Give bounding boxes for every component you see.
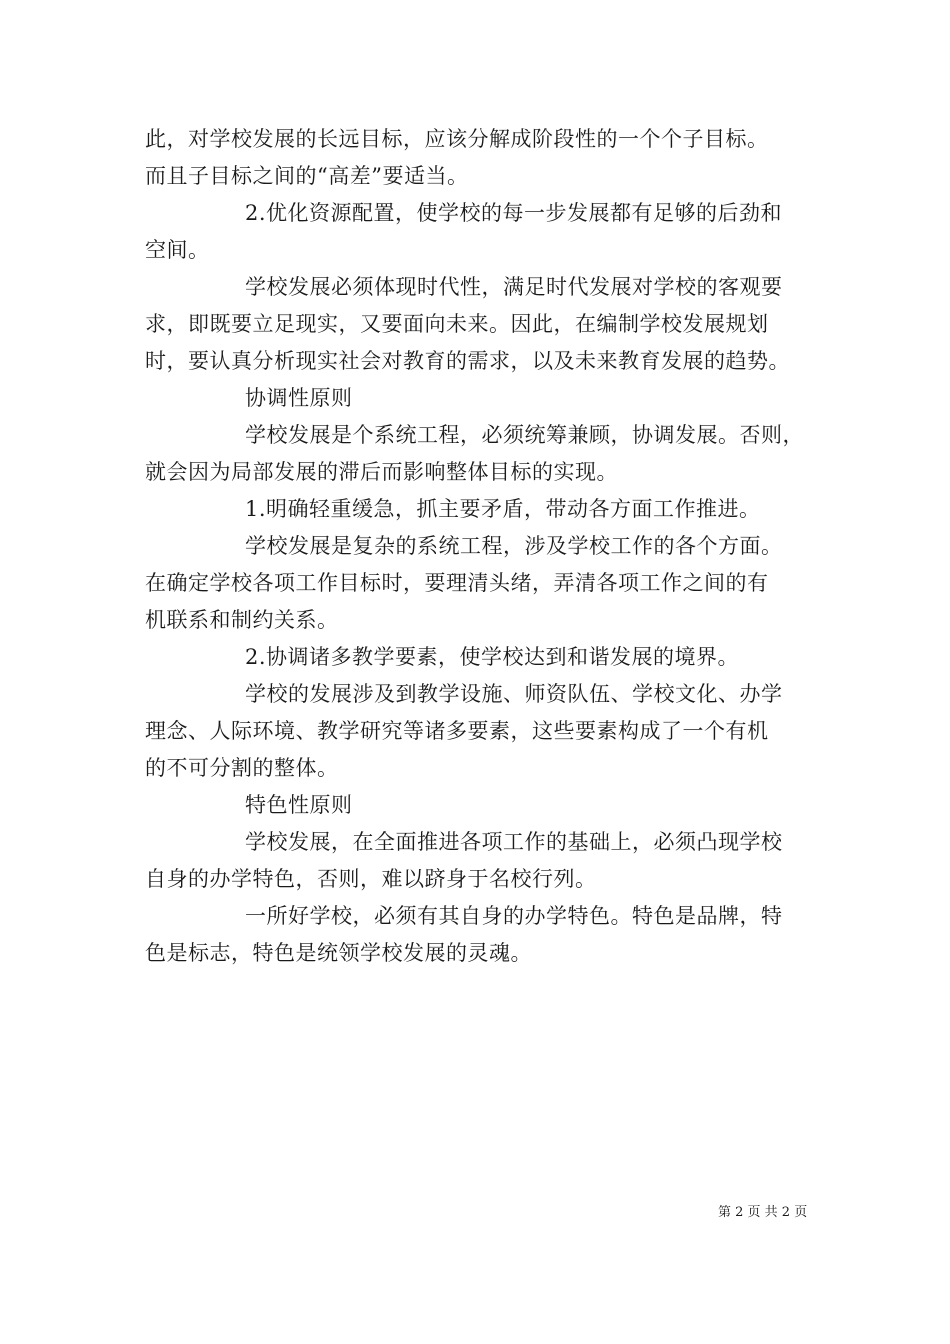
text-line: 而且子目标之间的“高差”要适当。 xyxy=(145,164,469,188)
text-line: 学校发展是复杂的系统工程，涉及学校工作的各个方面。 xyxy=(245,534,783,558)
section-heading: 特色性原则 xyxy=(245,793,353,817)
text-line: 一所好学校，必须有其自身的办学特色。特色是品牌，特 xyxy=(245,904,783,928)
text-line: 2.协调诸多教学要素，使学校达到和谐发展的境界。 xyxy=(245,645,740,669)
text-line: 2.优化资源配置，使学校的每一步发展都有足够的后劲和 xyxy=(245,201,783,225)
text-line: 自身的办学特色，否则，难以跻身于名校行列。 xyxy=(145,867,597,891)
text-line: 机联系和制约关系。 xyxy=(145,608,339,632)
text-line: 求，即既要立足现实，又要面向未来。因此，在编制学校发展规划 xyxy=(145,312,769,336)
text-line: 学校发展是个系统工程，必须统筹兼顾，协调发展。否则， xyxy=(245,423,804,447)
text-line: 的不可分割的整体。 xyxy=(145,756,339,780)
text-line: 空间。 xyxy=(145,238,210,262)
page-number: 第 2 页 共 2 页 xyxy=(718,1205,808,1220)
text-line: 在确定学校各项工作目标时，要理清头绪，弄清各项工作之间的有 xyxy=(145,571,769,595)
text-line: 理念、人际环境、教学研究等诸多要素，这些要素构成了一个有机 xyxy=(145,719,769,743)
text-line: 学校发展，在全面推进各项工作的基础上，必须凸现学校 xyxy=(245,830,783,854)
text-line: 色是标志，特色是统领学校发展的灵魂。 xyxy=(145,941,532,965)
text-line: 学校的发展涉及到教学设施、师资队伍、学校文化、办学 xyxy=(245,682,783,706)
text-line: 1.明确轻重缓急，抓主要矛盾，带动各方面工作推进。 xyxy=(245,497,761,521)
text-line: 时，要认真分析现实社会对教育的需求，以及未来教育发展的趋势。 xyxy=(145,349,790,373)
text-line: 学校发展必须体现时代性，满足时代发展对学校的客观要 xyxy=(245,275,783,299)
text-line: 此，对学校发展的长远目标，应该分解成阶段性的一个个子目标。 xyxy=(145,127,769,151)
text-line: 就会因为局部发展的滞后而影响整体目标的实现。 xyxy=(145,460,618,484)
section-heading: 协调性原则 xyxy=(245,386,353,410)
